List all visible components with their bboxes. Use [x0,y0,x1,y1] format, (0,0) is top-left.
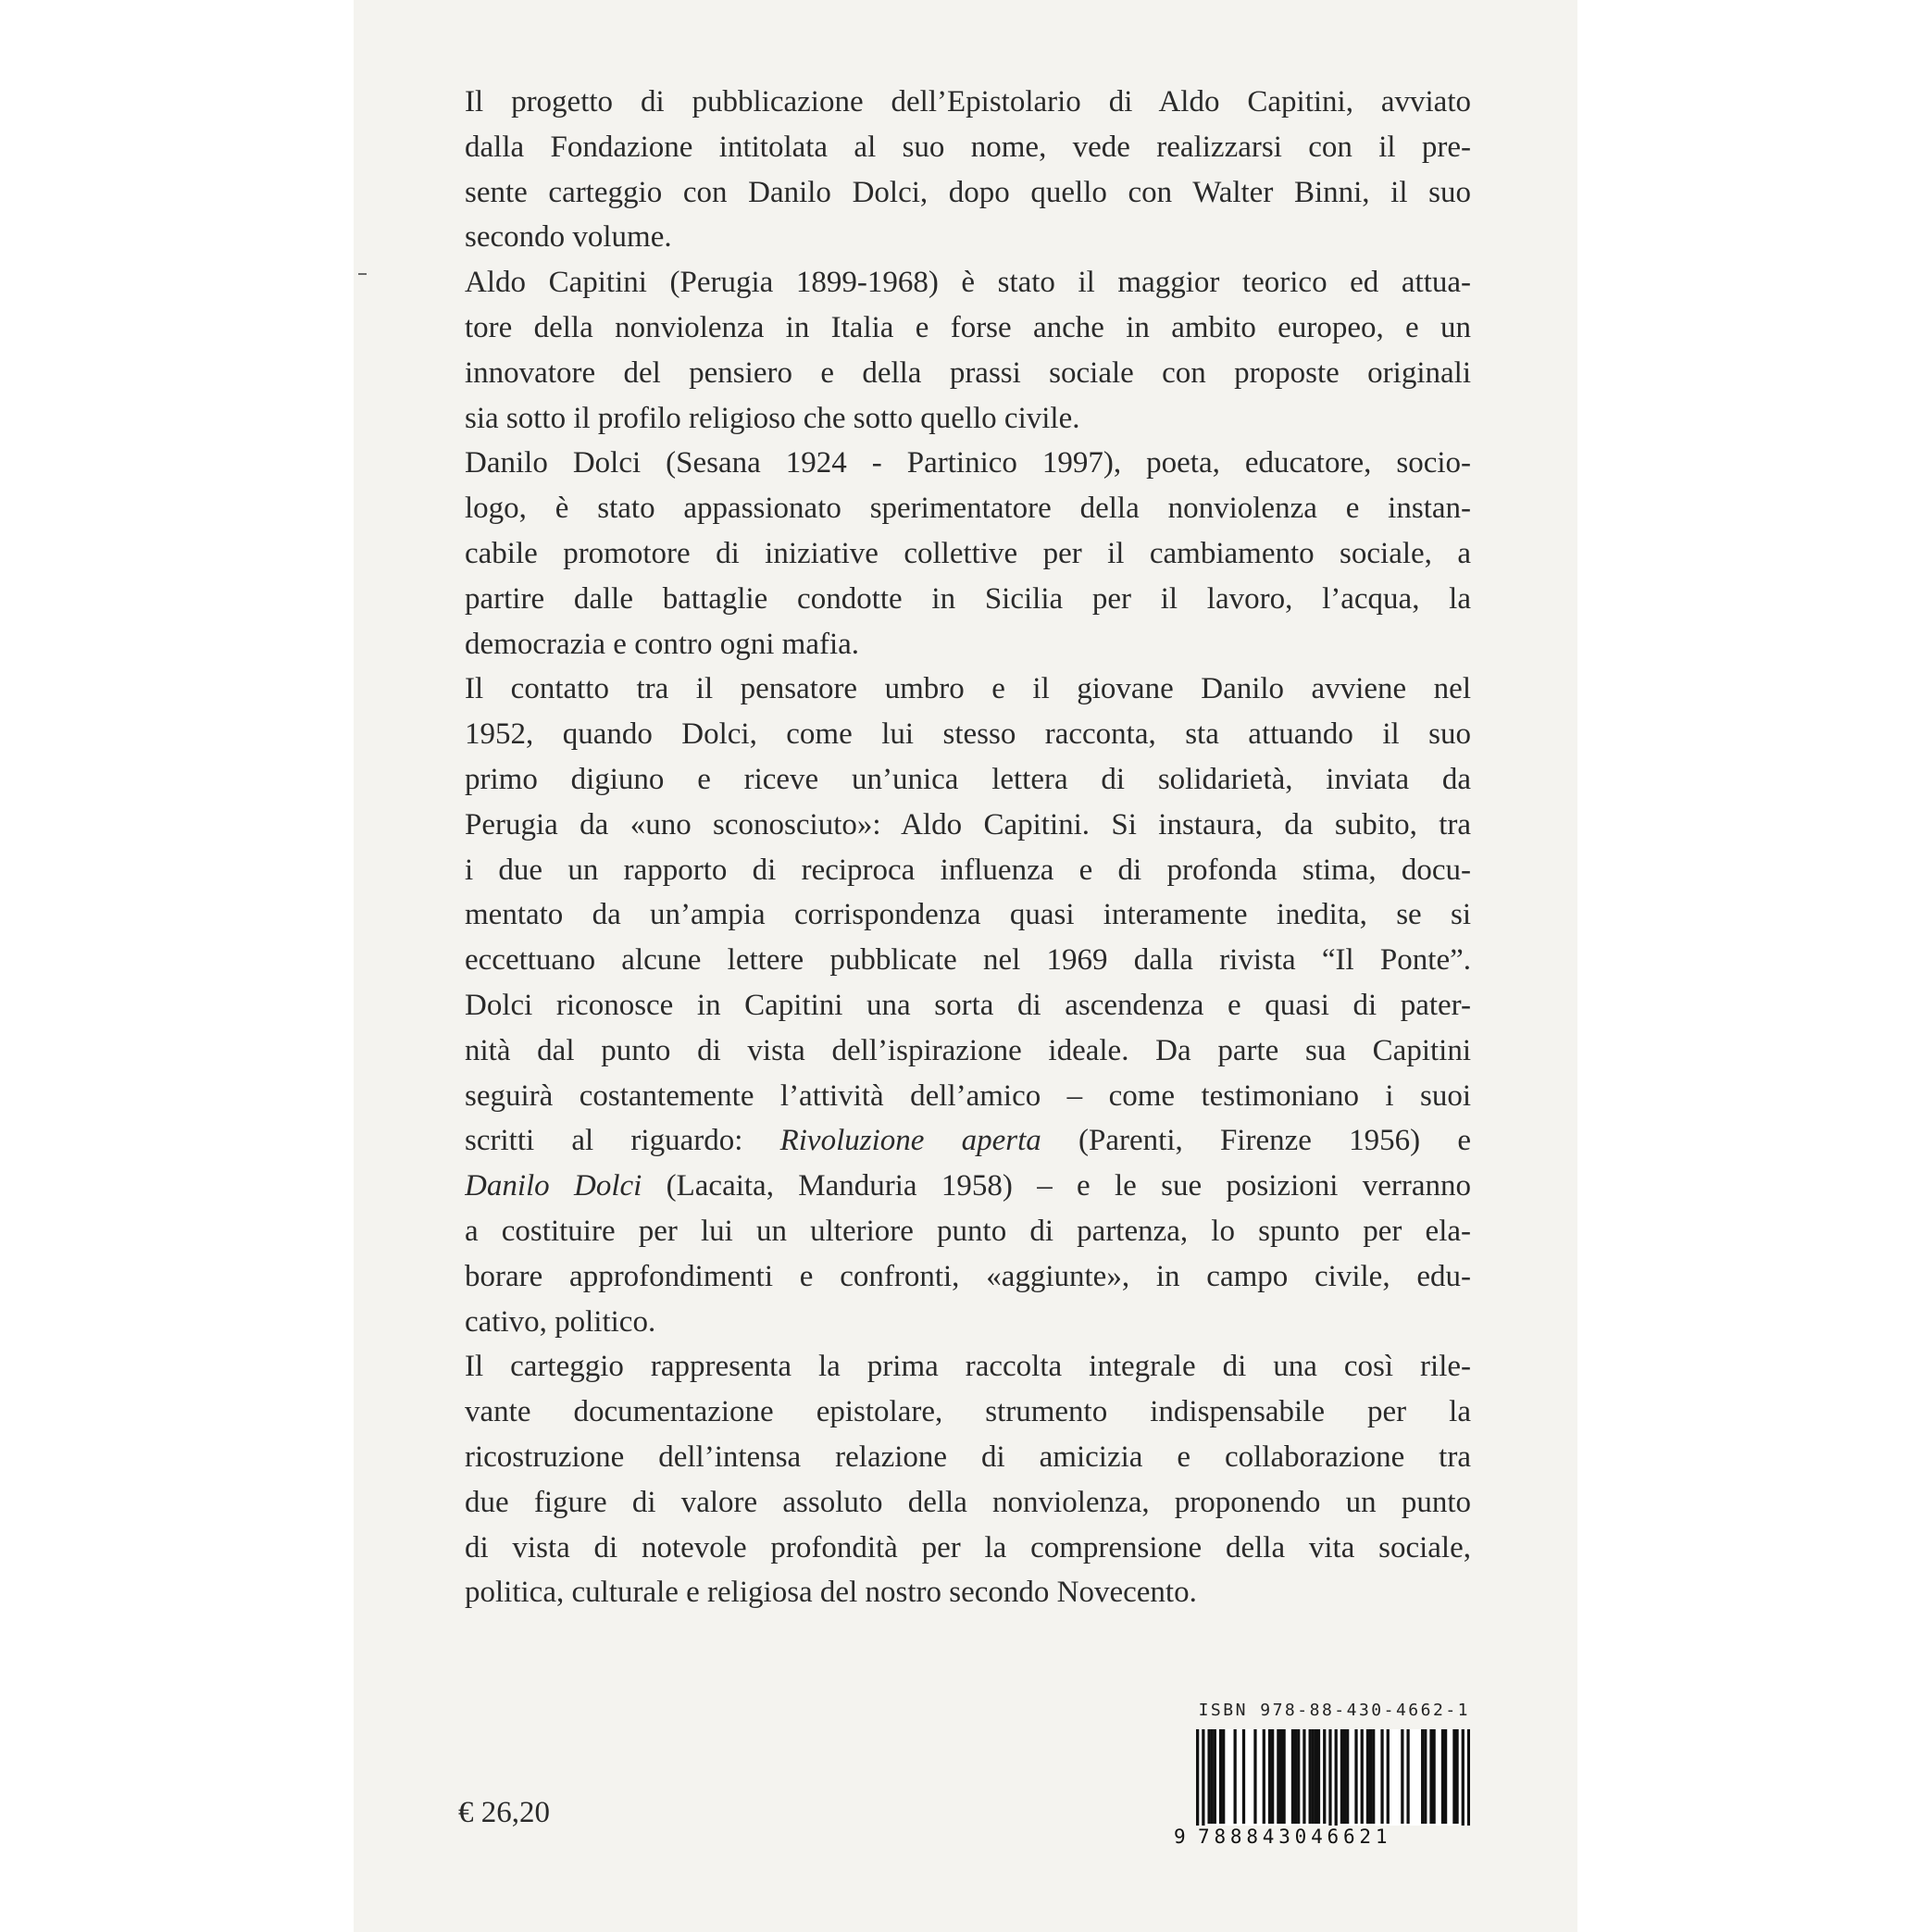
text-line [465,1526,1471,1571]
text-segment: di vista di notevole profondità per la comprensione della vita sociale, [465,1530,1471,1564]
text-segment: partire dalle battaglie condotte in Sicilia per il lavoro, l’acqua, la [465,581,1471,616]
barcode-bar [1263,1729,1265,1824]
text-segment: mentato da un’ampia corrispondenza quasi interamente inedita, se si [465,898,1471,932]
barcode-bar [1219,1729,1222,1824]
barcode-bar [1234,1729,1237,1824]
barcode-bar [1323,1729,1326,1824]
text-line [465,441,1471,486]
text-segment: 1952, quando Dolci, come lui stesso racconta, sta attuando il suo [465,717,1471,752]
barcode-bar [1253,1729,1256,1824]
text-segment: logo, è stato appassionato sperimentatore della nonviolenza e instan- [465,492,1471,526]
barcode-bar [1424,1729,1427,1824]
text-segment: Il contatto tra il pensatore umbro e il giovane Danilo avviene nel [465,672,1471,706]
barcode-bar [1340,1729,1343,1824]
barcode-bar [1222,1729,1225,1824]
text-line [465,1480,1471,1526]
text-segment: tore della nonviolenza in Italia e forse anche in ambito europeo, e un [465,310,1471,344]
barcode-bar [1297,1729,1300,1824]
text-segment: Danilo Dolci (Sesana 1924 - Partinico 1997), poeta, educatore, socio- [465,446,1471,480]
text-line [465,351,1471,396]
text-segment: ricostruzione dell’intensa relazione di amicizia e collaborazione tra [465,1440,1471,1474]
barcode-bar [1354,1729,1357,1824]
barcode-bar [1291,1729,1294,1824]
barcode-bar [1452,1729,1455,1824]
text-line [465,80,1471,125]
text-segment: dalla Fondazione intitolata al suo nome, vede realizzarsi con il pre- [465,130,1471,164]
text-segment: a costituire per lui un ulteriore punto di partenza, lo spunto per ela- [465,1214,1471,1248]
isbn-label: ISBN 978-88-430-4662-1 [1198,1701,1470,1720]
book-back-cover [354,0,1577,1932]
text-segment: sia sotto il profilo religioso che sotto quello civile. [465,401,1080,435]
text-line [465,983,1471,1028]
barcode-bar [1279,1729,1282,1824]
price-label: € 26,20 [458,1796,550,1829]
blurb-text [465,80,1471,1615]
barcode-bar [1282,1729,1285,1824]
barcode-bar [1421,1729,1424,1824]
barcode-bar [1401,1729,1403,1824]
barcode-bar [1207,1729,1210,1824]
barcode-bar [1369,1729,1372,1824]
text-line [465,1074,1471,1119]
text-segment: eccettuano alcune lettere pubblicate nel 1969 dalla rivista “Il Ponte”. [465,943,1471,978]
text-line [465,938,1471,983]
barcode-first-digit: 9 [1174,1826,1186,1848]
text-line [465,215,1471,260]
barcode-bar [1372,1729,1375,1824]
barcode-bar [1317,1729,1320,1824]
text-segment: (Parenti, Firenze 1956) e [1041,1124,1471,1158]
text-line [465,396,1471,442]
barcode-bar [1380,1729,1383,1824]
barcode-bar [1242,1729,1245,1824]
text-segment: cabile promotore di iniziative collettive per il cambiamento sociale, a [465,536,1471,570]
barcode-bar [1294,1729,1297,1824]
text-line [465,892,1471,938]
text-line [465,712,1471,757]
text-segment: Il progetto di pubblicazione dell’Epistolario di Aldo Capitini, avviato [465,85,1471,118]
isbn-block [1174,1700,1470,1850]
text-segment: seguirà costantemente l’attività dell’amico – come testimoniano i suoi [465,1078,1471,1113]
text-line [465,1435,1471,1480]
text-line [465,170,1471,216]
text-line [465,577,1471,622]
text-segment: Il carteggio rappresenta la prima raccolta integrale di una così rile- [465,1350,1471,1384]
text-line [465,757,1471,803]
text-line [465,486,1471,531]
barcode-bar [1444,1729,1447,1824]
text-line [465,531,1471,577]
barcode [1174,1729,1470,1850]
barcode-bar [1271,1729,1274,1824]
text-line [465,848,1471,893]
text-line [465,1570,1471,1615]
barcode-bar [1303,1729,1305,1824]
barcode-bar [1343,1729,1346,1824]
barcode-bar [1361,1729,1364,1824]
text-line [465,1118,1471,1164]
text-segment: Perugia da «uno sconosciuto»: Aldo Capitini. Si instaura, da subito, tra [465,807,1471,841]
text-segment: politica, culturale e religiosa del nostro secondo Novecento. [465,1576,1197,1610]
text-line [465,260,1471,305]
text-line [465,1209,1471,1254]
barcode-bar [1429,1729,1432,1824]
text-line [465,1028,1471,1074]
text-line [465,1344,1471,1390]
text-segment: cativo, politico. [465,1304,656,1339]
barcode-bar [1277,1729,1279,1824]
barcode-bar [1432,1729,1435,1824]
text-line [465,803,1471,848]
barcode-bar [1455,1729,1458,1824]
barcode-bar [1315,1729,1317,1824]
barcode-bar [1387,1729,1390,1824]
text-line [465,305,1471,351]
text-line [465,622,1471,667]
text-segment: Aldo Capitini (Perugia 1899-1968) è stato il maggior teorico ed attua- [465,266,1471,300]
text-segment: sente carteggio con Danilo Dolci, dopo quello con Walter Binni, il suo [465,175,1471,209]
text-segment: borare approfondimenti e confronti, «aggiunte», in campo civile, edu- [465,1259,1471,1293]
text-segment: vante documentazione epistolare, strumento indispensabile per la [465,1395,1471,1429]
barcode-bar [1211,1729,1214,1824]
text-line [465,1300,1471,1345]
text-segment: secondo volume. [465,220,672,255]
edge-mark [358,273,367,275]
text-segment: i due un rapporto di reciproca influenza e di profonda stima, docu- [465,853,1471,887]
barcode-bar [1214,1729,1216,1824]
barcode-digits: 788843046621 [1196,1826,1472,1848]
text-line [465,1254,1471,1300]
barcode-bar [1309,1729,1312,1824]
barcode-bar [1346,1729,1349,1824]
text-segment: primo digiuno e riceve un’unica lettera di solidarietà, inviata da [465,762,1471,796]
text-segment: nità dal punto di vista dell’ispirazione ideale. Da parte sua Capitini [465,1033,1471,1067]
barcode-bar [1406,1729,1409,1824]
text-segment: Dolci riconosce in Capitini una sorta di ascendenza e quasi di pater- [465,988,1471,1022]
text-line [465,1164,1471,1209]
text-segment: innovatore del pensiero e della prassi sociale con proposte originali [465,355,1471,390]
text-line [465,1390,1471,1435]
barcode-bar [1366,1729,1369,1824]
text-segment: democrazia e contro ogni mafia. [465,627,860,661]
text-segment: (Lacaita, Manduria 1958) – e le sue posizioni verranno [642,1169,1471,1203]
text-line [465,125,1471,170]
barcode-bar [1268,1729,1271,1824]
italic-title: Danilo Dolci [465,1169,642,1203]
text-segment: due figure di valore assoluto della nonviolenza, proponendo un punto [465,1485,1471,1519]
barcode-bar [1312,1729,1315,1824]
text-line [465,667,1471,712]
italic-title: Rivoluzione aperta [779,1124,1041,1158]
text-segment: scritti al riguardo: [465,1124,780,1158]
barcode-bar [1441,1729,1444,1824]
